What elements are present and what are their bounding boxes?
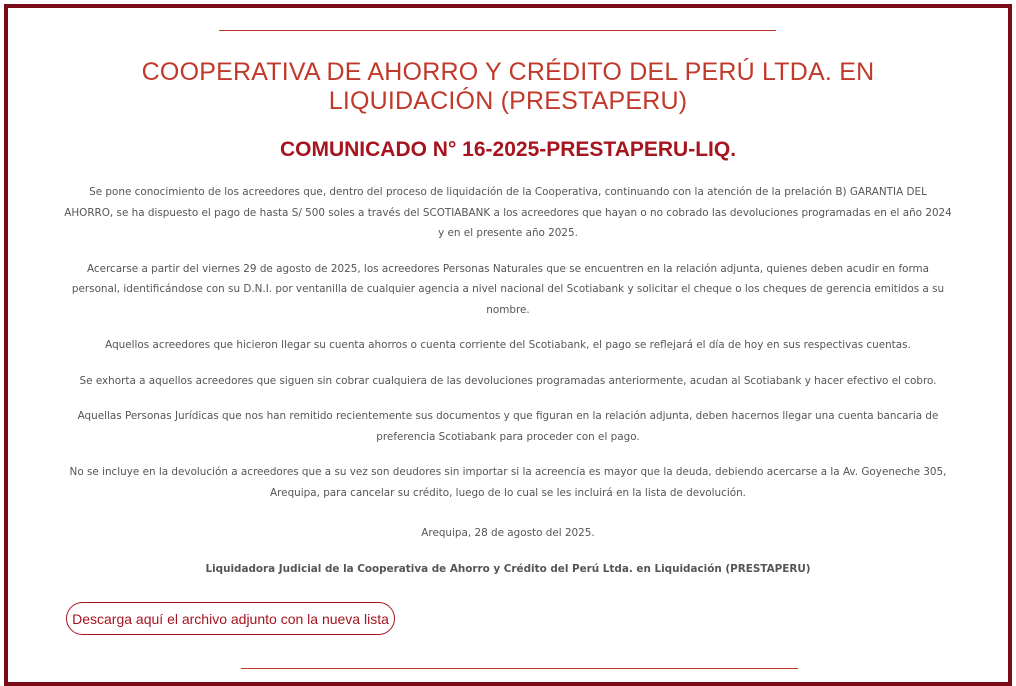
issue-date: Arequipa, 28 de agosto del 2025. xyxy=(421,527,595,539)
body-paragraph-4: Se exhorta a aquellos acreedores que siguen sin cobrar cualquiera de las devoluciones programadas anteriormente, acudan al Scotiabank y hacer efectivo el cobro. xyxy=(79,374,937,387)
body-paragraph-3: Aquellos acreedores que hicieron llegar su cuenta ahorros o cuenta corriente del Scotiabank, el pago se reflejará el día de hoy en sus respectivas cuentas. xyxy=(105,339,911,351)
top-divider xyxy=(219,30,776,31)
communique-heading: COMUNICADO N° 16-2025-PRESTAPERU-LIQ. xyxy=(279,138,737,161)
organization-title-line1: COOPERATIVA DE AHORRO Y CRÉDITO DEL PERÚ LTDA. EN xyxy=(141,58,875,86)
communique-body xyxy=(63,182,953,594)
signature: Liquidadora Judicial de la Cooperativa de Ahorro y Crédito del Perú Ltda. en Liquidación (PRESTAPERU) xyxy=(205,562,811,575)
body-paragraph-5: Aquellas Personas Jurídicas que nos han remitido recientemente sus documentos y que figuran en la relación adjunta, deben hacernos llegar una cuenta bancaria de preferencia Scotiabank para proceder con el pago. xyxy=(77,410,939,443)
bottom-divider xyxy=(241,668,798,669)
announcement-frame xyxy=(4,4,1012,686)
organization-title-line2: LIQUIDACIÓN (PRESTAPERU) xyxy=(328,87,688,115)
body-paragraph-1: Se pone conocimiento de los acreedores que, dentro del proceso de liquidación de la Cooperativa, continuando con la atención de la prelación B) GARANTIA DEL AHORRO, se ha dispuesto el pago de hasta S/ 500 soles a través del SCOTIABANK a los acreedores que hayan o no cobrado las devoluciones programadas en el año 2024 y en el presente año 2025. xyxy=(64,186,952,239)
download-attachment-button[interactable]: Descarga aquí el archivo adjunto con la nueva lista xyxy=(66,602,395,635)
body-paragraph-6: No se incluye en la devolución a acreedores que a su vez son deudores sin importar si la acreencia es mayor que la deuda, debiendo acercarse a la Av. Goyeneche 305, Arequipa, para cancelar su crédito, luego de lo cual se les incluirá en la lista de devolución. xyxy=(69,466,947,499)
body-paragraph-2: Acercarse a partir del viernes 29 de agosto de 2025, los acreedores Personas Naturales que se encuentren en la relación adjunta, quienes deben acudir en forma personal, identificándose con su D.N.I. por ventanilla de cualquier agencia a nivel nacional del Scotiabank y solicitar el cheque o los cheques de gerencia emitidos a su nombre. xyxy=(71,262,945,316)
organization-title xyxy=(8,58,1008,116)
